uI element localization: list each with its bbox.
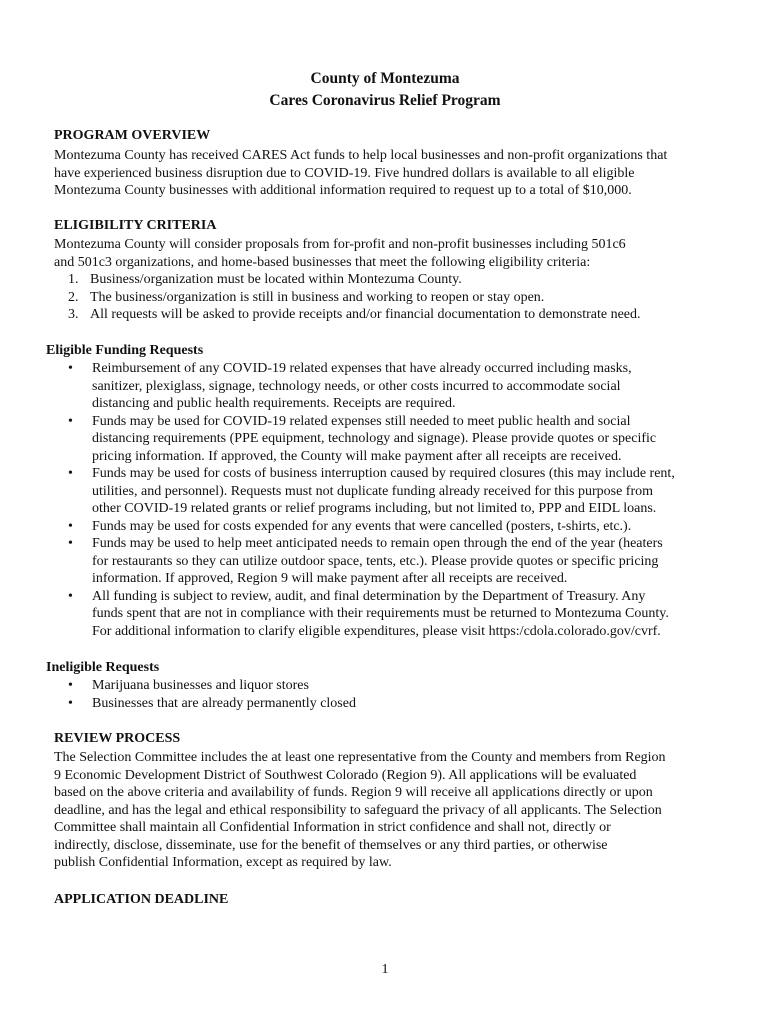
criteria-item — [54, 271, 641, 289]
review-line: publish Confidential Information, except as required by law. — [54, 855, 392, 870]
bullet-icon: • — [68, 695, 73, 711]
ineligible-heading: Ineligible Requests — [46, 660, 160, 675]
criteria-item — [54, 306, 641, 324]
eligibility-paragraph — [54, 236, 626, 271]
funding-line: Funds may be used for costs expended for any events that were cancelled (posters, t-shirts, etc.). — [92, 518, 632, 534]
funding-list — [54, 360, 734, 640]
overview-line: Montezuma County has received CARES Act funds to help local businesses and non-profit organizations that — [54, 148, 668, 163]
criteria-text: The business/organization is still in business and working to reopen or stay open. — [90, 289, 545, 305]
overview-line: Montezuma County businesses with additional information required to request up to a total of $10,000. — [54, 183, 632, 198]
page-number: 1 — [381, 962, 389, 977]
funding-item — [54, 465, 734, 518]
funding-line: distancing requirements (PPE equipment, technology and signage). Please provide quotes or specific — [92, 431, 657, 446]
funding-line: Reimbursement of any COVID-19 related expenses that have already occurred including masks, — [92, 361, 632, 376]
review-heading: REVIEW PROCESS — [54, 731, 181, 746]
criteria-number: 2. — [68, 289, 79, 305]
criteria-item — [54, 289, 641, 307]
funding-line: sanitizer, plexiglass, signage, technology needs, or other costs incurred to accommodate social — [92, 378, 621, 394]
funding-line: distancing and public health requirements. Receipts are required. — [92, 396, 456, 411]
funding-line: for restaurants so they can utilize outdoor space, tents, etc.). Please provide quotes or specific pricing — [92, 553, 659, 569]
funding-line: Funds may be used for COVID-19 related expenses still needed to meet public health and social — [92, 413, 631, 429]
review-line: based on the above criteria and availability of funds. Region 9 will receive all applications directly or upon — [54, 785, 653, 800]
overview-paragraph — [54, 147, 667, 200]
criteria-text: Business/organization must be located within Montezuma County. — [90, 272, 462, 287]
ineligible-text: Businesses that are already permanently closed — [92, 695, 356, 711]
funding-line: other COVID-19 related grants or relief programs including, but not limited to, PPP and EIDL loans. — [92, 501, 657, 516]
ineligible-list — [54, 677, 734, 712]
overview-heading: PROGRAM OVERVIEW — [54, 128, 211, 143]
criteria-number: 1. — [68, 272, 79, 287]
funding-item — [54, 360, 734, 413]
funding-line: information. If approved, Region 9 will make payment after all receipts are received. — [92, 571, 568, 586]
ineligible-item — [54, 695, 734, 713]
bullet-icon: • — [68, 518, 73, 534]
funding-item — [54, 518, 734, 536]
funding-item — [54, 413, 734, 466]
funding-line: utilities, and personnel). Requests must not duplicate funding already received for this purpose from — [92, 483, 654, 499]
bullet-icon: • — [68, 413, 73, 429]
funding-line: Funds may be used to help meet anticipated needs to remain open through the end of the year (heaters — [92, 536, 663, 551]
bullet-icon: • — [68, 588, 73, 604]
eligibility-heading: ELIGIBILITY CRITERIA — [54, 218, 217, 233]
funding-heading: Eligible Funding Requests — [46, 343, 204, 358]
bullet-icon: • — [68, 536, 73, 551]
funding-item — [54, 535, 734, 588]
funding-line: Funds may be used for costs of business interruption caused by required closures (this may include rent, — [92, 466, 675, 481]
bullet-icon: • — [68, 466, 73, 481]
funding-line: funds spent that are not in compliance with their requirements must be returned to Montezuma County. — [92, 606, 669, 621]
review-line: deadline, and has the legal and ethical responsibility to safeguard the privacy of all applicants. The Selection — [54, 802, 662, 818]
deadline-heading: APPLICATION DEADLINE — [54, 892, 229, 907]
document-title: County of Montezuma — [310, 70, 460, 87]
funding-line: pricing information. If approved, the County will make payment after all receipts are received. — [92, 448, 622, 464]
eligibility-line: and 501c3 organizations, and home-based businesses that meet the following eligibility criteria: — [54, 254, 591, 270]
criteria-number: 3. — [68, 307, 79, 322]
review-paragraph — [54, 749, 666, 872]
ineligible-text: Marijuana businesses and liquor stores — [92, 678, 309, 693]
review-line: 9 Economic Development District of Southwest Colorado (Region 9). All applications will be evaluated — [54, 767, 637, 783]
criteria-text: All requests will be asked to provide receipts and/or financial documentation to demonstrate need. — [90, 307, 641, 322]
bullet-icon: • — [68, 678, 73, 693]
ineligible-item — [54, 677, 734, 695]
funding-line: All funding is subject to review, audit, and final determination by the Department of Treasury. Any — [92, 588, 646, 604]
funding-line: For additional information to clarify eligible expenditures, please visit https:/cdola.colorado.gov/cvrf. — [92, 623, 661, 639]
review-line: The Selection Committee includes the at least one representative from the County and members from Region — [54, 750, 666, 765]
document-subtitle: Cares Coronavirus Relief Program — [269, 92, 501, 109]
eligibility-line: Montezuma County will consider proposals from for-profit and non-profit businesses including 501c6 — [54, 237, 626, 252]
review-line: Committee shall maintain all Confidential Information in strict confidence and shall not, directly or — [54, 820, 611, 835]
bullet-icon: • — [68, 361, 73, 376]
review-line: indirectly, disclose, disseminate, use for the benefit of themselves or any third parties, or otherwise — [54, 837, 608, 853]
funding-item — [54, 588, 734, 641]
overview-line: have experienced business disruption due to COVID-19. Five hundred dollars is available to all eligible — [54, 165, 635, 181]
eligibility-criteria-list — [54, 271, 641, 324]
